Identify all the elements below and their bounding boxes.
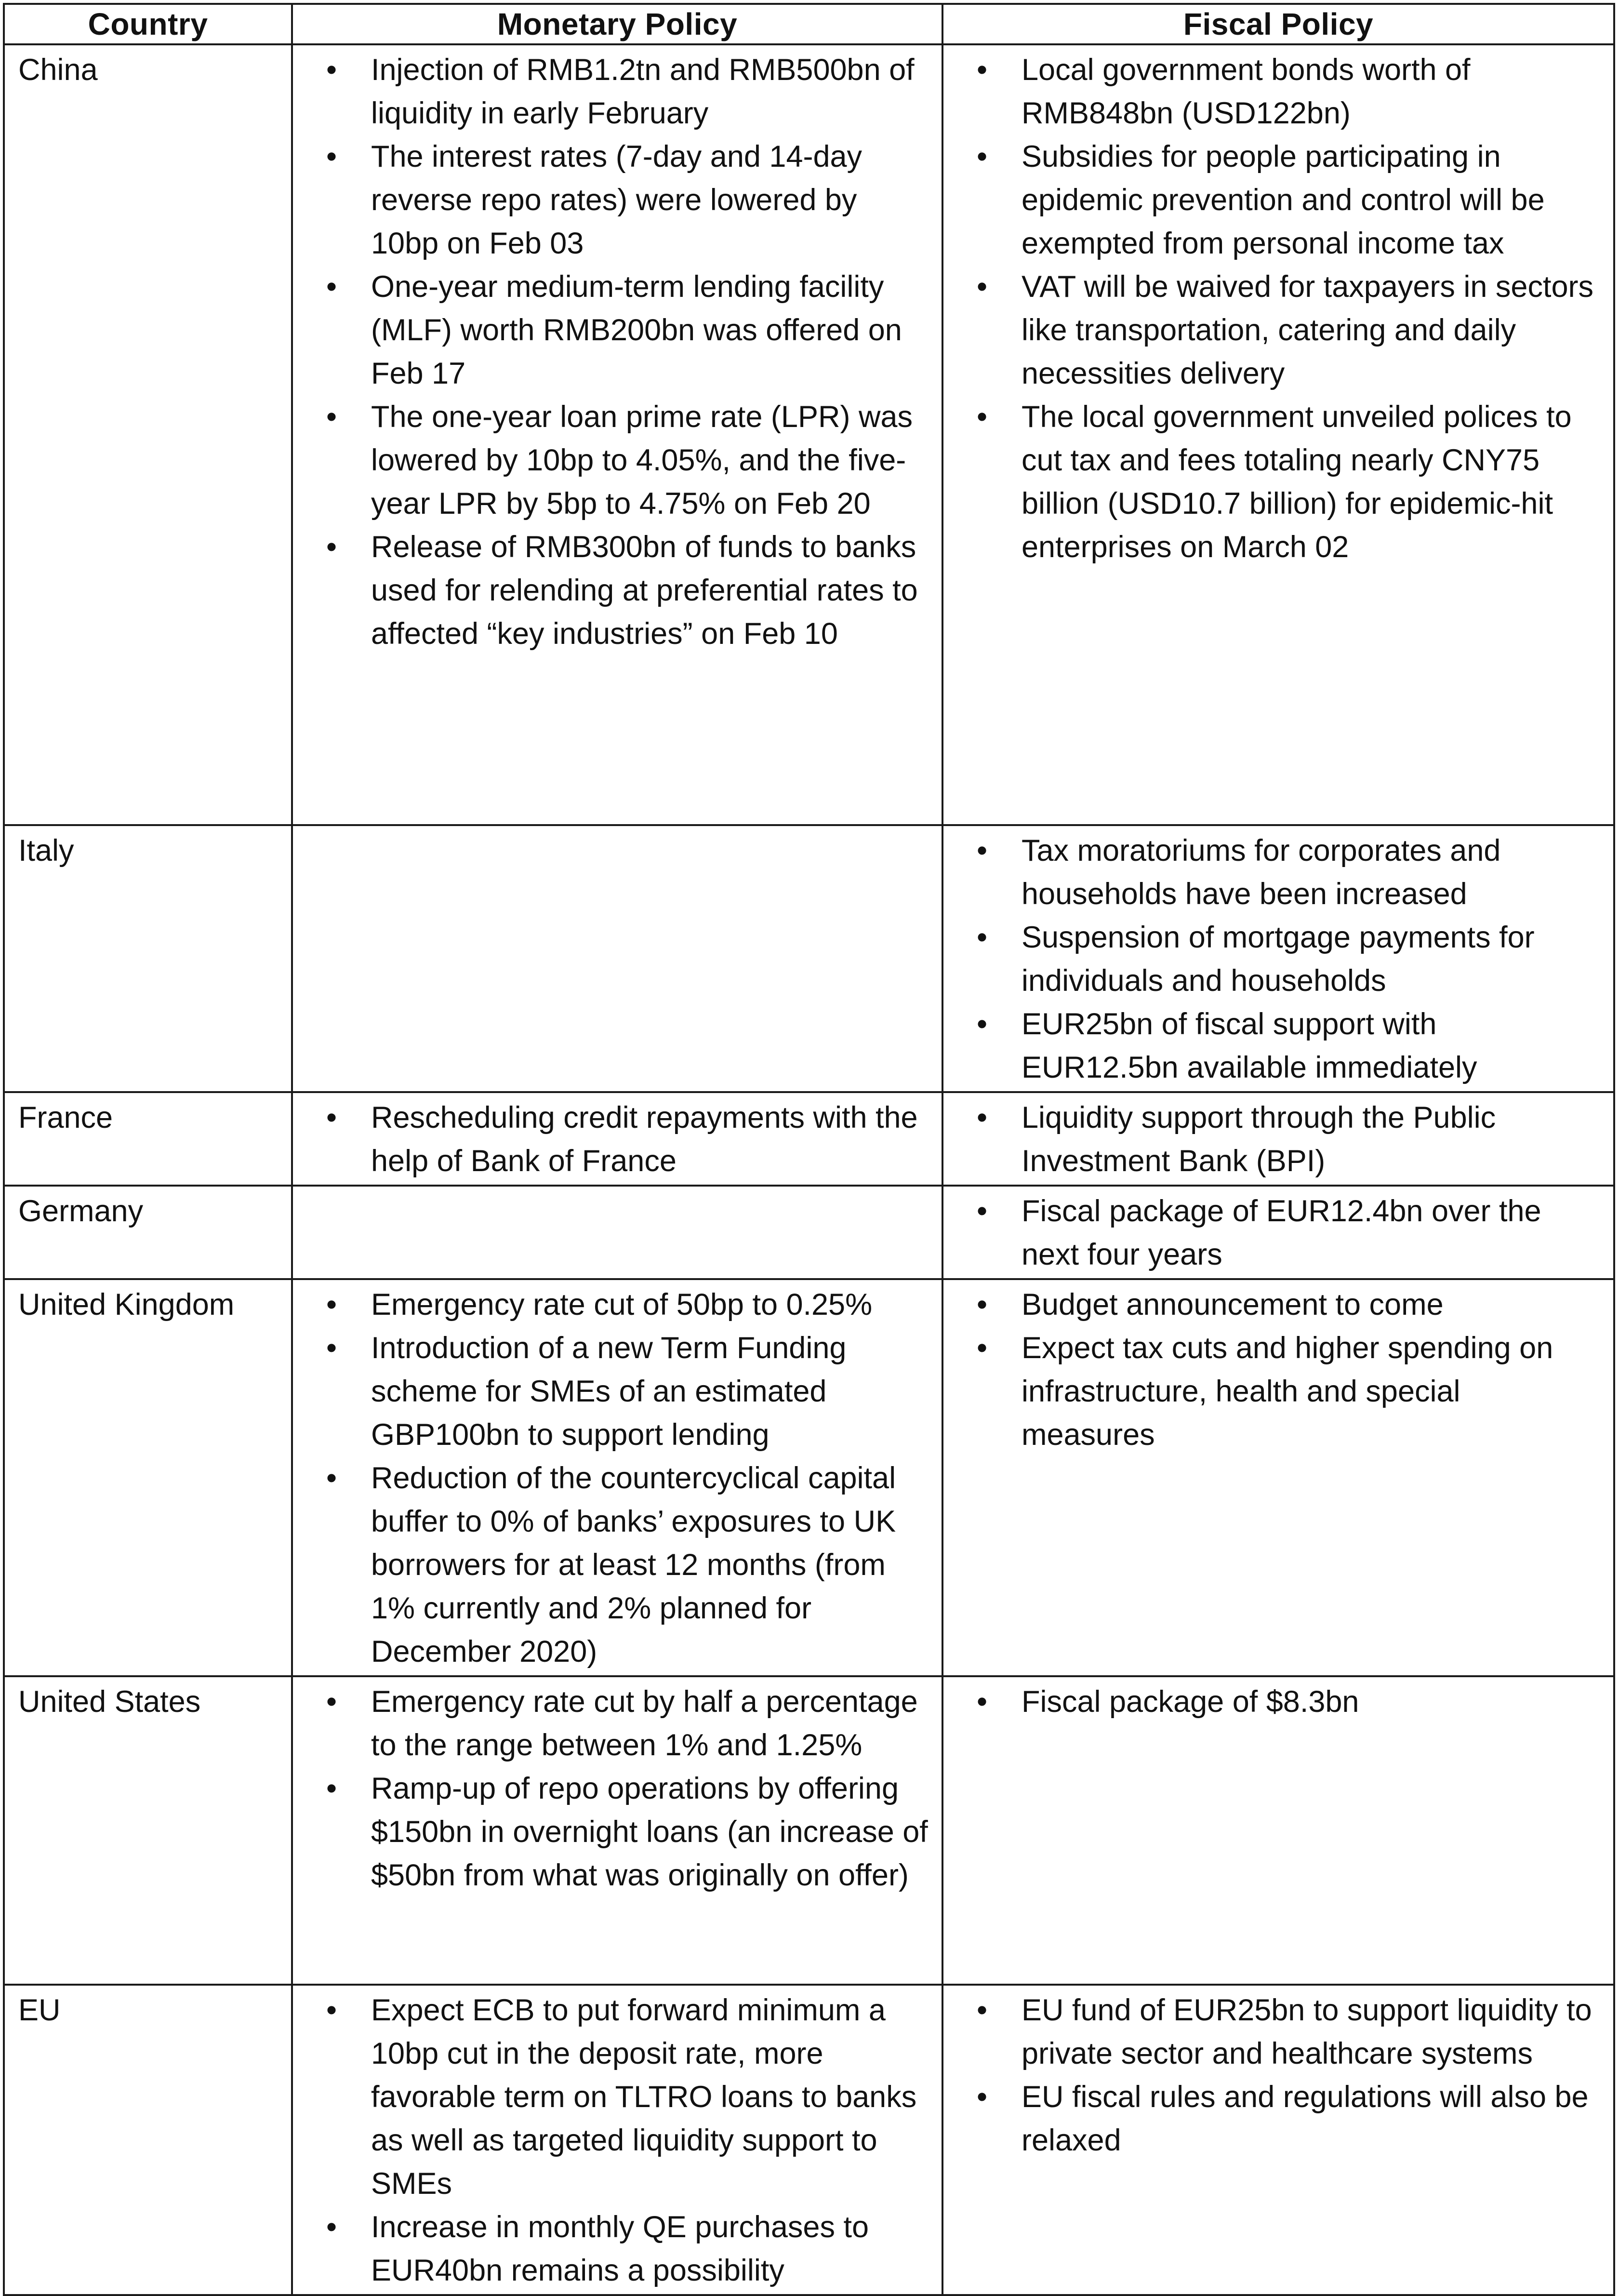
country-cell: Italy — [4, 825, 292, 1092]
bullet-text: VAT will be waived for taxpayers in sectors like transportation, catering and daily necessities delivery — [1022, 270, 1593, 390]
bullet-icon: • — [326, 1461, 337, 1495]
list-item — [306, 525, 930, 655]
country-cell: EU — [4, 1985, 292, 2295]
bullet-text: EU fiscal rules and regulations will also be relaxed — [1022, 2080, 1589, 2157]
country-cell: France — [4, 1092, 292, 1186]
fiscal-cell — [942, 1279, 1614, 1676]
fiscal-cell — [942, 825, 1614, 1092]
list-item — [306, 395, 930, 525]
list-item — [306, 48, 930, 135]
list-item — [306, 1283, 930, 1326]
bullet-icon: • — [976, 921, 988, 954]
bullet-icon: • — [976, 1288, 988, 1322]
monetary-cell — [292, 1279, 942, 1676]
fiscal-cell — [942, 1985, 1614, 2295]
list-item — [957, 395, 1602, 569]
table-row — [4, 1676, 1614, 1985]
bullet-text: Injection of RMB1.2tn and RMB500bn of liquidity in early February — [371, 53, 915, 130]
table-row — [4, 1186, 1614, 1279]
list-item — [957, 1326, 1602, 1456]
bullet-icon: • — [976, 1194, 988, 1228]
bullet-text: Ramp-up of repo operations by offering $150bn in overnight loans (an increase of $50bn from what was originally on offer) — [371, 1772, 928, 1892]
bullet-icon: • — [326, 1772, 337, 1805]
bullet-text: EU fund of EUR25bn to support liquidity to private sector and healthcare systems — [1022, 1993, 1592, 2070]
header-country: Country — [4, 4, 292, 44]
fiscal-cell — [942, 1092, 1614, 1186]
table-row — [4, 1279, 1614, 1676]
bullet-text: Subsidies for people participating in epidemic prevention and control will be exempted from personal income tax — [1022, 140, 1545, 260]
bullet-icon: • — [326, 1993, 337, 2027]
table-row — [4, 1985, 1614, 2295]
list-item — [306, 1326, 930, 1456]
monetary-list — [306, 1680, 930, 1897]
country-cell: China — [4, 44, 292, 825]
bullet-text: EUR25bn of fiscal support with EUR12.5bn available immediately — [1022, 1007, 1477, 1084]
bullet-icon: • — [976, 53, 988, 87]
bullet-icon: • — [326, 400, 337, 434]
table-row — [4, 825, 1614, 1092]
fiscal-list — [957, 829, 1602, 1089]
bullet-icon: • — [326, 270, 337, 304]
bullet-text: The one-year loan prime rate (LPR) was lowered by 10bp to 4.05%, and the five-year LPR by 5bp to 4.75% on Feb 20 — [371, 400, 913, 521]
fiscal-cell — [942, 1676, 1614, 1985]
bullet-icon: • — [976, 1007, 988, 1041]
list-item — [957, 829, 1602, 916]
bullet-text: Rescheduling credit repayments with the help of Bank of France — [371, 1101, 918, 1178]
bullet-icon: • — [976, 140, 988, 174]
list-item — [957, 1096, 1602, 1183]
list-item — [957, 1002, 1602, 1089]
list-item — [306, 265, 930, 395]
bullet-text: Liquidity support through the Public Investment Bank (BPI) — [1022, 1101, 1496, 1178]
list-item — [957, 1189, 1602, 1276]
monetary-cell — [292, 1186, 942, 1279]
header-row — [4, 4, 1614, 44]
bullet-text: Budget announcement to come — [1022, 1288, 1444, 1322]
bullet-icon: • — [326, 1288, 337, 1322]
monetary-cell — [292, 44, 942, 825]
bullet-text: Expect ECB to put forward minimum a 10bp cut in the deposit rate, more favorable term on TLTRO loans to banks as well as targeted liquidity support to SMEs — [371, 1993, 917, 2201]
bullet-text: Emergency rate cut by half a percentage to the range between 1% and 1.25% — [371, 1685, 918, 1762]
bullet-icon: • — [976, 1331, 988, 1365]
bullet-icon: • — [976, 1101, 988, 1135]
monetary-list — [306, 1096, 930, 1183]
table-row — [4, 44, 1614, 825]
fiscal-list — [957, 1680, 1602, 1723]
list-item — [306, 135, 930, 265]
bullet-icon: • — [976, 1685, 988, 1719]
fiscal-list — [957, 1189, 1602, 1276]
bullet-text: The local government unveiled polices to cut tax and fees totaling nearly CNY75 billion (USD10.7 billion) for epidemic-hit enterprises on March 02 — [1022, 400, 1572, 564]
bullet-icon: • — [976, 2080, 988, 2114]
bullet-text: Fiscal package of EUR12.4bn over the next four years — [1022, 1194, 1541, 1271]
bullet-text: Local government bonds worth of RMB848bn (USD122bn) — [1022, 53, 1471, 130]
list-item — [306, 1989, 930, 2205]
list-item — [306, 1767, 930, 1897]
fiscal-list — [957, 48, 1602, 569]
fiscal-cell — [942, 44, 1614, 825]
list-item — [306, 2205, 930, 2292]
bullet-icon: • — [326, 53, 337, 87]
fiscal-list — [957, 1283, 1602, 1456]
list-item — [957, 1283, 1602, 1326]
bullet-text: Release of RMB300bn of funds to banks used for relending at preferential rates to affected “key industries” on Feb 10 — [371, 530, 918, 651]
bullet-icon: • — [976, 1993, 988, 2027]
list-item — [957, 265, 1602, 395]
monetary-list — [306, 1989, 930, 2292]
country-cell: United Kingdom — [4, 1279, 292, 1676]
bullet-icon: • — [326, 140, 337, 174]
bullet-text: Tax moratoriums for corporates and households have been increased — [1022, 834, 1501, 911]
bullet-text: Emergency rate cut of 50bp to 0.25% — [371, 1288, 873, 1322]
bullet-text: Suspension of mortgage payments for individuals and households — [1022, 921, 1535, 998]
country-cell: Germany — [4, 1186, 292, 1279]
bullet-icon: • — [326, 1101, 337, 1135]
list-item — [306, 1680, 930, 1767]
fiscal-list — [957, 1989, 1602, 2162]
bullet-icon: • — [326, 1331, 337, 1365]
bullet-icon: • — [976, 400, 988, 434]
bullet-text: Reduction of the countercyclical capital buffer to 0% of banks’ exposures to UK borrowers for at least 12 months (from 1% currently and 2% planned for December 2020) — [371, 1461, 896, 1669]
bullet-text: Fiscal package of $8.3bn — [1022, 1685, 1359, 1719]
fiscal-list — [957, 1096, 1602, 1183]
table-row — [4, 1092, 1614, 1186]
monetary-cell — [292, 1092, 942, 1186]
header-monetary-policy: Monetary Policy — [292, 4, 942, 44]
monetary-cell — [292, 825, 942, 1092]
bullet-text: Expect tax cuts and higher spending on infrastructure, health and special measures — [1022, 1331, 1553, 1452]
list-item — [957, 135, 1602, 265]
list-item — [957, 2075, 1602, 2162]
header-fiscal-policy: Fiscal Policy — [942, 4, 1614, 44]
monetary-list — [306, 1283, 930, 1673]
list-item — [306, 1456, 930, 1673]
monetary-cell — [292, 1985, 942, 2295]
policy-table — [3, 3, 1615, 2296]
list-item — [957, 1989, 1602, 2075]
list-item — [957, 48, 1602, 135]
bullet-text: The interest rates (7-day and 14-day reverse repo rates) were lowered by 10bp on Feb 03 — [371, 140, 863, 260]
bullet-icon: • — [326, 2210, 337, 2244]
monetary-cell — [292, 1676, 942, 1985]
bullet-text: Increase in monthly QE purchases to EUR40bn remains a possibility — [371, 2210, 869, 2287]
bullet-icon: • — [326, 1685, 337, 1719]
country-cell: United States — [4, 1676, 292, 1985]
bullet-text: One-year medium-term lending facility (MLF) worth RMB200bn was offered on Feb 17 — [371, 270, 902, 390]
bullet-text: Introduction of a new Term Funding scheme for SMEs of an estimated GBP100bn to support lending — [371, 1331, 847, 1452]
fiscal-cell — [942, 1186, 1614, 1279]
bullet-icon: • — [976, 270, 988, 304]
list-item — [957, 916, 1602, 1002]
list-item — [306, 1096, 930, 1183]
bullet-icon: • — [326, 530, 337, 564]
monetary-list — [306, 48, 930, 655]
bullet-icon: • — [976, 834, 988, 868]
list-item — [957, 1680, 1602, 1723]
